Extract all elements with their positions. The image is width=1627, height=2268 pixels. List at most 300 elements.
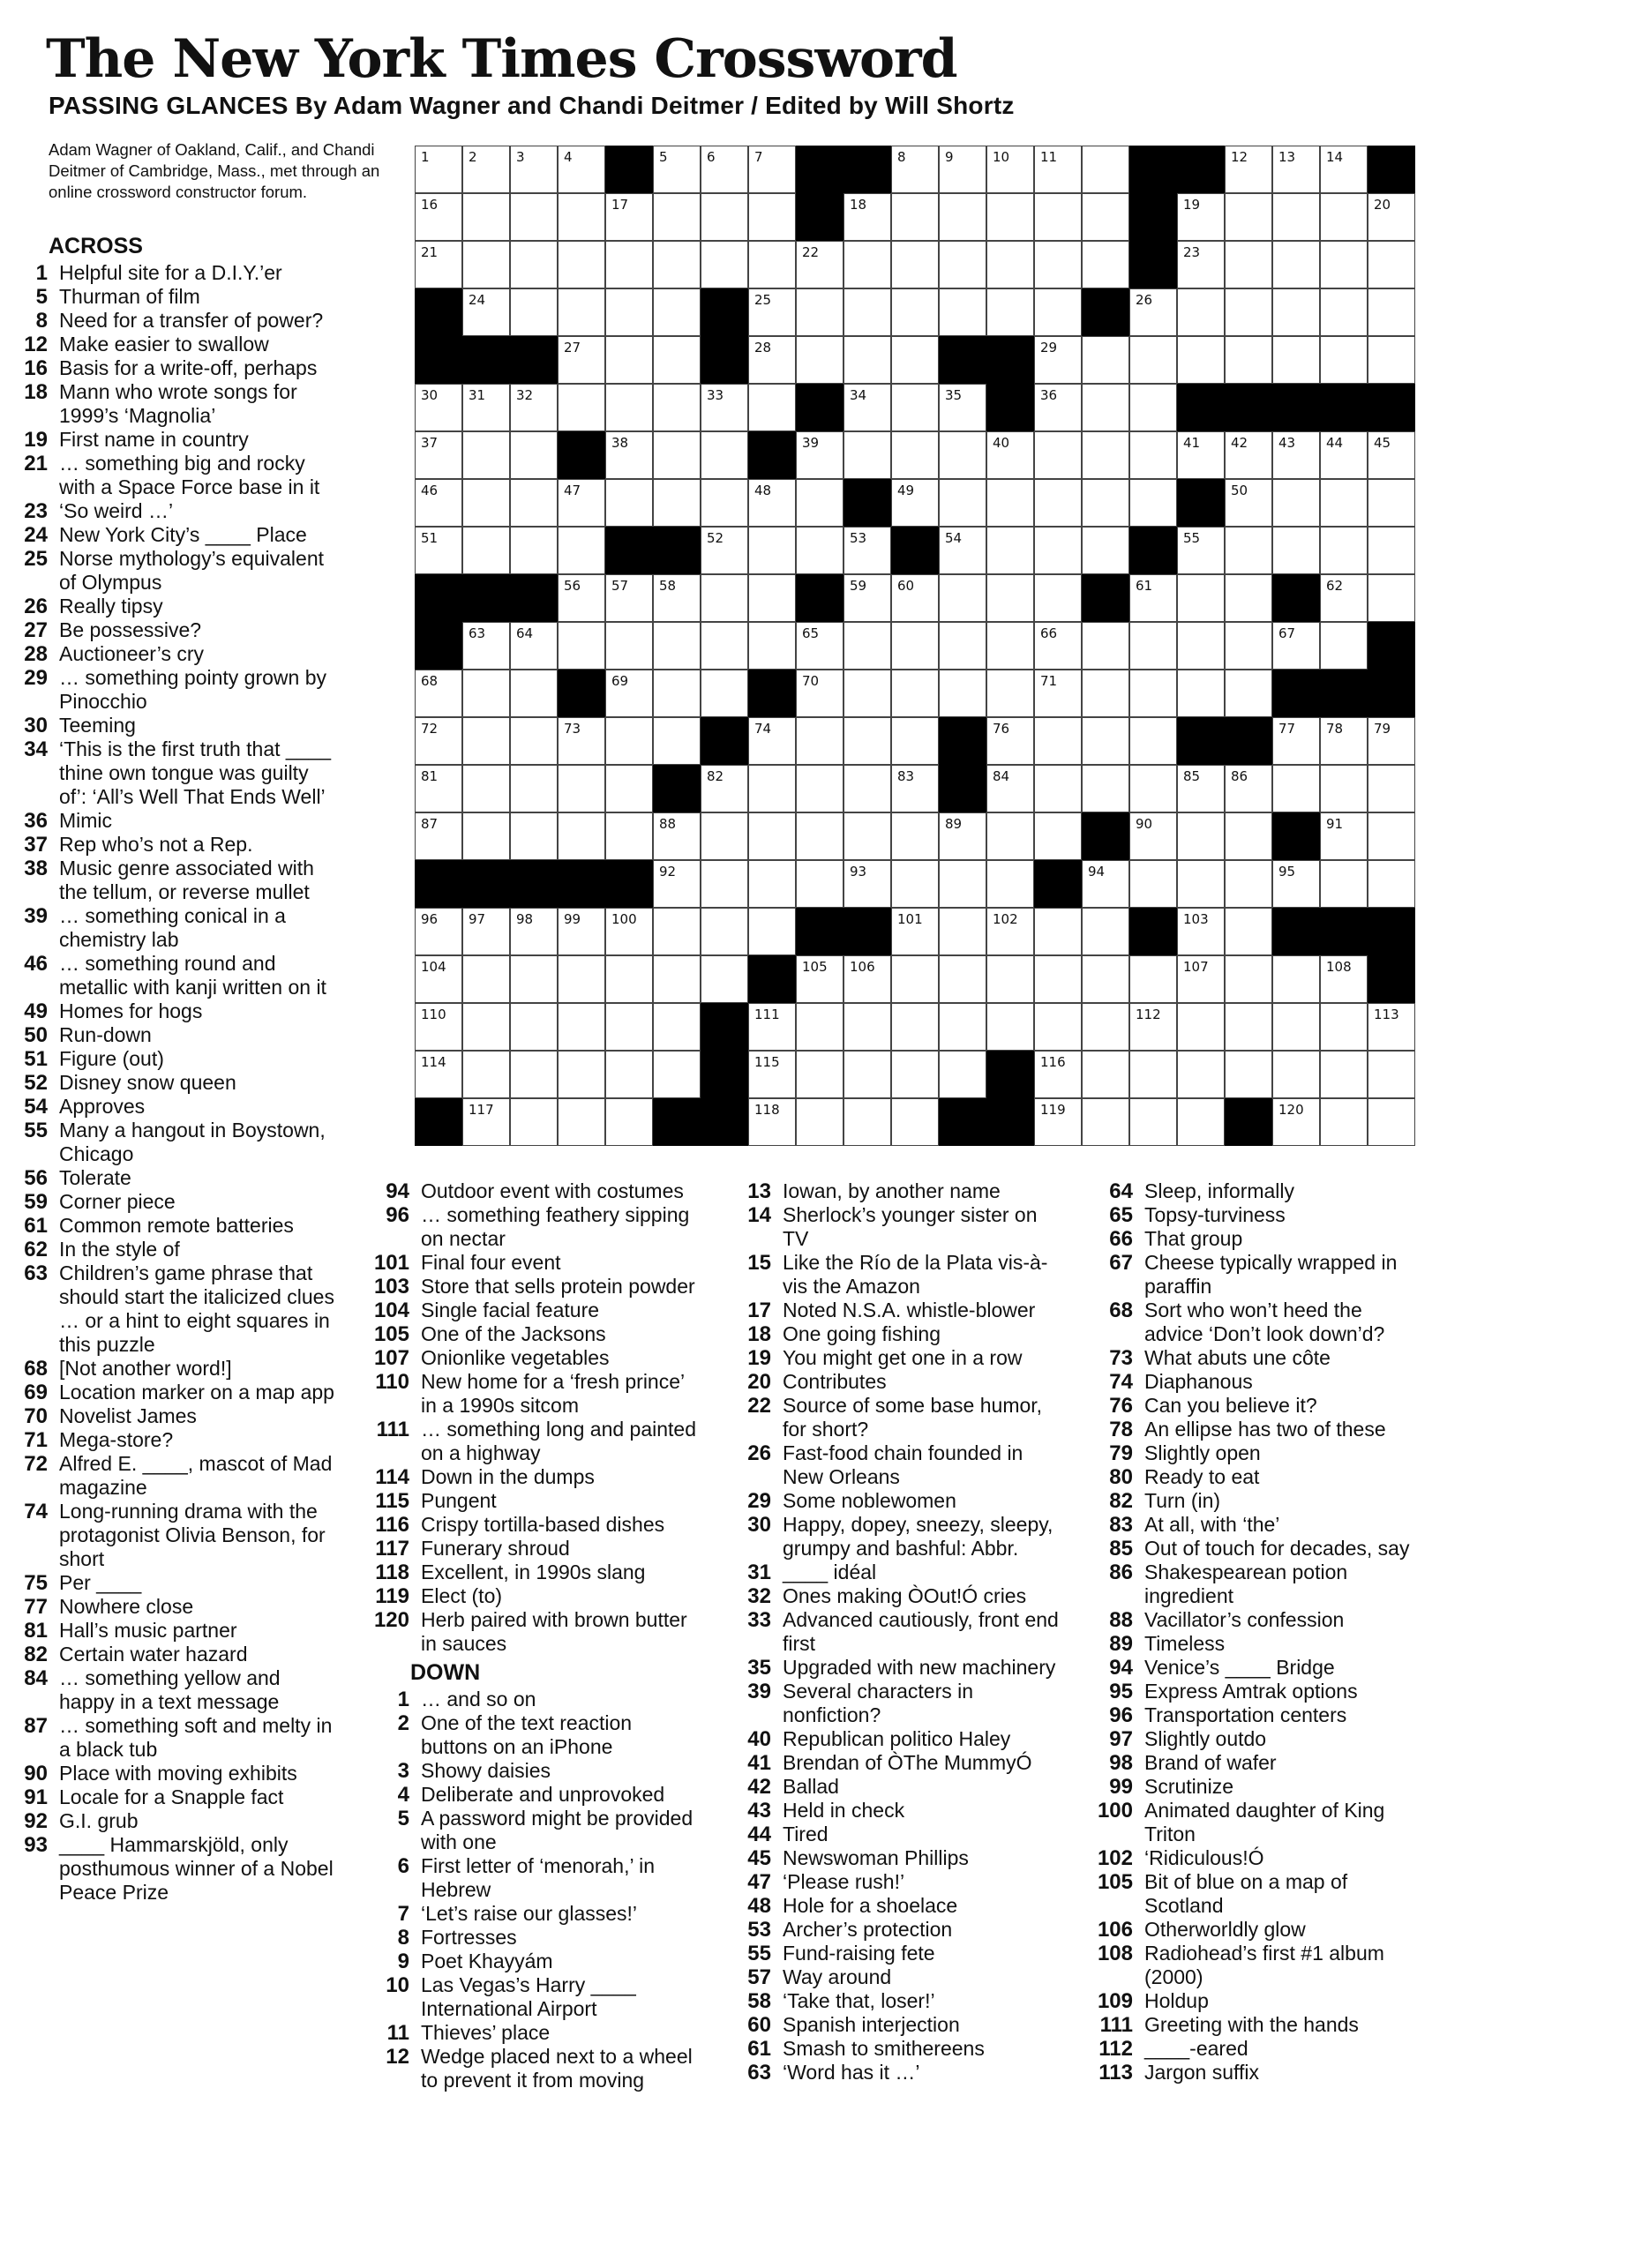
grid-cell[interactable]: [748, 288, 796, 336]
grid-cell[interactable]: [1272, 336, 1320, 384]
grid-cell[interactable]: [510, 622, 558, 670]
grid-cell[interactable]: [1129, 717, 1177, 765]
down-clue[interactable]: [724, 1942, 1059, 1965]
grid-cell[interactable]: [1320, 1051, 1368, 1098]
grid-cell[interactable]: [891, 479, 939, 527]
across-clue[interactable]: [0, 309, 335, 333]
grid-cell[interactable]: [1225, 527, 1272, 574]
across-clue[interactable]: [0, 833, 335, 857]
grid-cell[interactable]: [415, 1051, 462, 1098]
grid-cell[interactable]: [1225, 1051, 1272, 1098]
grid-cell[interactable]: [653, 1003, 701, 1051]
grid-cell[interactable]: [462, 384, 510, 431]
grid-cell[interactable]: [415, 717, 462, 765]
down-clue[interactable]: [1085, 1751, 1421, 1775]
grid-cell[interactable]: [605, 955, 653, 1003]
grid-cell[interactable]: [510, 527, 558, 574]
grid-cell[interactable]: [1034, 193, 1082, 241]
grid-cell[interactable]: [748, 574, 796, 622]
grid-cell[interactable]: [986, 479, 1034, 527]
grid-cell[interactable]: [558, 288, 605, 336]
grid-cell[interactable]: [748, 336, 796, 384]
grid-cell[interactable]: [843, 288, 891, 336]
grid-cell[interactable]: [748, 193, 796, 241]
across-clue[interactable]: [0, 1214, 335, 1238]
down-clue[interactable]: [724, 1727, 1059, 1751]
across-clue[interactable]: [362, 1299, 697, 1322]
grid-cell[interactable]: [510, 384, 558, 431]
down-clue[interactable]: [724, 1989, 1059, 2013]
grid-cell[interactable]: [558, 908, 605, 955]
grid-cell[interactable]: [1225, 241, 1272, 288]
grid-cell[interactable]: [986, 1003, 1034, 1051]
grid-cell[interactable]: [1177, 288, 1225, 336]
grid-cell[interactable]: [891, 670, 939, 717]
down-clue[interactable]: [724, 1513, 1059, 1561]
grid-cell[interactable]: [510, 1098, 558, 1146]
grid-cell[interactable]: [796, 1098, 843, 1146]
grid-cell[interactable]: [510, 193, 558, 241]
grid-cell[interactable]: [843, 1051, 891, 1098]
down-clue[interactable]: [724, 2013, 1059, 2037]
grid-cell[interactable]: [1225, 193, 1272, 241]
grid-cell[interactable]: [1368, 288, 1415, 336]
grid-cell[interactable]: [891, 955, 939, 1003]
grid-cell[interactable]: [1225, 860, 1272, 908]
grid-cell[interactable]: [1272, 1003, 1320, 1051]
grid-cell[interactable]: [1320, 955, 1368, 1003]
grid-cell[interactable]: [462, 812, 510, 860]
down-clue[interactable]: [362, 1807, 697, 1854]
grid-cell[interactable]: [1225, 288, 1272, 336]
grid-cell[interactable]: [1272, 288, 1320, 336]
down-clue[interactable]: [362, 1926, 697, 1950]
grid-cell[interactable]: [1225, 670, 1272, 717]
grid-cell[interactable]: [986, 908, 1034, 955]
grid-cell[interactable]: [1320, 193, 1368, 241]
grid-cell[interactable]: [1320, 1098, 1368, 1146]
grid-cell[interactable]: [462, 622, 510, 670]
across-clue[interactable]: [0, 666, 335, 714]
grid-cell[interactable]: [510, 908, 558, 955]
grid-cell[interactable]: [701, 574, 748, 622]
down-clue[interactable]: [724, 1394, 1059, 1441]
grid-cell[interactable]: [510, 146, 558, 193]
grid-cell[interactable]: [701, 146, 748, 193]
grid-cell[interactable]: [748, 908, 796, 955]
grid-cell[interactable]: [891, 860, 939, 908]
grid-cell[interactable]: [415, 241, 462, 288]
grid-cell[interactable]: [415, 812, 462, 860]
grid-cell[interactable]: [891, 812, 939, 860]
across-clue[interactable]: [0, 452, 335, 499]
grid-cell[interactable]: [891, 431, 939, 479]
grid-cell[interactable]: [843, 336, 891, 384]
across-clue[interactable]: [0, 1714, 335, 1762]
grid-cell[interactable]: [462, 1098, 510, 1146]
down-clue[interactable]: [724, 1846, 1059, 1870]
grid-cell[interactable]: [1320, 146, 1368, 193]
grid-cell[interactable]: [1034, 527, 1082, 574]
down-clue[interactable]: [724, 2061, 1059, 2085]
grid-cell[interactable]: [891, 1098, 939, 1146]
grid-cell[interactable]: [748, 146, 796, 193]
grid-cell[interactable]: [1368, 193, 1415, 241]
down-clue[interactable]: [1085, 1870, 1421, 1918]
across-clue[interactable]: [362, 1322, 697, 1346]
grid-cell[interactable]: [1129, 860, 1177, 908]
across-clue[interactable]: [0, 1357, 335, 1381]
across-clue[interactable]: [0, 999, 335, 1023]
across-clue[interactable]: [362, 1513, 697, 1537]
grid-cell[interactable]: [1129, 1003, 1177, 1051]
grid-cell[interactable]: [891, 1051, 939, 1098]
grid-cell[interactable]: [1320, 527, 1368, 574]
grid-cell[interactable]: [1177, 860, 1225, 908]
grid-cell[interactable]: [986, 193, 1034, 241]
down-clue[interactable]: [1085, 1299, 1421, 1346]
grid-cell[interactable]: [415, 955, 462, 1003]
grid-cell[interactable]: [986, 765, 1034, 812]
grid-cell[interactable]: [462, 1003, 510, 1051]
grid-cell[interactable]: [1320, 1003, 1368, 1051]
grid-cell[interactable]: [415, 384, 462, 431]
grid-cell[interactable]: [891, 622, 939, 670]
grid-cell[interactable]: [1082, 193, 1129, 241]
grid-cell[interactable]: [843, 431, 891, 479]
grid-cell[interactable]: [1320, 241, 1368, 288]
down-clue[interactable]: [1085, 1537, 1421, 1561]
grid-cell[interactable]: [1034, 574, 1082, 622]
grid-cell[interactable]: [1082, 717, 1129, 765]
grid-cell[interactable]: [1225, 955, 1272, 1003]
grid-cell[interactable]: [1272, 955, 1320, 1003]
grid-cell[interactable]: [1129, 384, 1177, 431]
grid-cell[interactable]: [796, 479, 843, 527]
grid-cell[interactable]: [939, 288, 986, 336]
grid-cell[interactable]: [1272, 860, 1320, 908]
down-clue[interactable]: [724, 1918, 1059, 1942]
grid-cell[interactable]: [1034, 955, 1082, 1003]
down-clue[interactable]: [724, 1346, 1059, 1370]
grid-cell[interactable]: [939, 431, 986, 479]
grid-cell[interactable]: [558, 384, 605, 431]
grid-cell[interactable]: [796, 955, 843, 1003]
across-clue[interactable]: [0, 1190, 335, 1214]
grid-cell[interactable]: [843, 812, 891, 860]
down-clue[interactable]: [1085, 1775, 1421, 1799]
grid-cell[interactable]: [891, 146, 939, 193]
grid-cell[interactable]: [796, 717, 843, 765]
grid-cell[interactable]: [1225, 622, 1272, 670]
grid-cell[interactable]: [653, 288, 701, 336]
grid-cell[interactable]: [796, 527, 843, 574]
grid-cell[interactable]: [1129, 336, 1177, 384]
grid-cell[interactable]: [1177, 1051, 1225, 1098]
grid-cell[interactable]: [558, 336, 605, 384]
grid-cell[interactable]: [1082, 1051, 1129, 1098]
grid-cell[interactable]: [796, 241, 843, 288]
down-clue[interactable]: [724, 1894, 1059, 1918]
grid-cell[interactable]: [653, 146, 701, 193]
grid-cell[interactable]: [939, 812, 986, 860]
across-clue[interactable]: [362, 1465, 697, 1489]
grid-cell[interactable]: [510, 479, 558, 527]
grid-cell[interactable]: [843, 384, 891, 431]
grid-cell[interactable]: [1368, 717, 1415, 765]
grid-cell[interactable]: [653, 384, 701, 431]
grid-cell[interactable]: [986, 431, 1034, 479]
grid-cell[interactable]: [1034, 1098, 1082, 1146]
grid-cell[interactable]: [1368, 479, 1415, 527]
grid-cell[interactable]: [796, 431, 843, 479]
grid-cell[interactable]: [1320, 717, 1368, 765]
grid-cell[interactable]: [1368, 241, 1415, 288]
grid-cell[interactable]: [1272, 527, 1320, 574]
grid-cell[interactable]: [1272, 765, 1320, 812]
grid-cell[interactable]: [986, 955, 1034, 1003]
across-clue[interactable]: [0, 1261, 335, 1357]
down-clue[interactable]: [724, 1608, 1059, 1656]
grid-cell[interactable]: [796, 860, 843, 908]
down-clue[interactable]: [724, 1823, 1059, 1846]
grid-cell[interactable]: [462, 193, 510, 241]
grid-cell[interactable]: [1034, 1003, 1082, 1051]
grid-cell[interactable]: [1129, 1098, 1177, 1146]
grid-cell[interactable]: [748, 241, 796, 288]
down-clue[interactable]: [724, 1799, 1059, 1823]
down-clue[interactable]: [724, 1322, 1059, 1346]
grid-cell[interactable]: [1177, 527, 1225, 574]
grid-cell[interactable]: [1320, 574, 1368, 622]
grid-cell[interactable]: [1320, 479, 1368, 527]
down-clue[interactable]: [1085, 1179, 1421, 1203]
grid-cell[interactable]: [653, 812, 701, 860]
grid-cell[interactable]: [748, 1003, 796, 1051]
grid-cell[interactable]: [701, 193, 748, 241]
across-clue[interactable]: [0, 1666, 335, 1714]
grid-cell[interactable]: [558, 955, 605, 1003]
grid-cell[interactable]: [748, 622, 796, 670]
grid-cell[interactable]: [1225, 574, 1272, 622]
grid-cell[interactable]: [701, 908, 748, 955]
across-clue[interactable]: [362, 1537, 697, 1561]
grid-cell[interactable]: [558, 1051, 605, 1098]
grid-cell[interactable]: [1320, 336, 1368, 384]
grid-cell[interactable]: [558, 146, 605, 193]
grid-cell[interactable]: [605, 765, 653, 812]
grid-cell[interactable]: [1320, 288, 1368, 336]
grid-cell[interactable]: [462, 431, 510, 479]
grid-cell[interactable]: [462, 527, 510, 574]
grid-cell[interactable]: [1225, 1003, 1272, 1051]
grid-cell[interactable]: [1034, 765, 1082, 812]
grid-cell[interactable]: [605, 384, 653, 431]
grid-cell[interactable]: [605, 1003, 653, 1051]
grid-cell[interactable]: [1129, 955, 1177, 1003]
across-clue[interactable]: [0, 333, 335, 356]
grid-cell[interactable]: [986, 860, 1034, 908]
down-clue[interactable]: [1085, 2037, 1421, 2061]
grid-cell[interactable]: [510, 431, 558, 479]
across-clue[interactable]: [0, 1643, 335, 1666]
grid-cell[interactable]: [1177, 241, 1225, 288]
down-clue[interactable]: [724, 1299, 1059, 1322]
grid-cell[interactable]: [1225, 765, 1272, 812]
grid-cell[interactable]: [796, 288, 843, 336]
grid-cell[interactable]: [939, 860, 986, 908]
grid-cell[interactable]: [1082, 384, 1129, 431]
grid-cell[interactable]: [1177, 908, 1225, 955]
grid-cell[interactable]: [843, 670, 891, 717]
grid-cell[interactable]: [891, 717, 939, 765]
grid-cell[interactable]: [605, 908, 653, 955]
grid-cell[interactable]: [748, 812, 796, 860]
grid-cell[interactable]: [558, 193, 605, 241]
grid-cell[interactable]: [939, 527, 986, 574]
grid-cell[interactable]: [1082, 908, 1129, 955]
grid-cell[interactable]: [462, 241, 510, 288]
across-clue[interactable]: [0, 1404, 335, 1428]
grid-cell[interactable]: [605, 717, 653, 765]
grid-cell[interactable]: [1320, 431, 1368, 479]
grid-cell[interactable]: [1368, 431, 1415, 479]
down-clue[interactable]: [724, 1656, 1059, 1680]
grid-cell[interactable]: [1177, 955, 1225, 1003]
across-clue[interactable]: [0, 714, 335, 737]
grid-cell[interactable]: [1034, 812, 1082, 860]
across-clue[interactable]: [0, 1166, 335, 1190]
grid-cell[interactable]: [701, 860, 748, 908]
grid-cell[interactable]: [986, 717, 1034, 765]
across-clue[interactable]: [0, 809, 335, 833]
grid-cell[interactable]: [1272, 479, 1320, 527]
across-clue[interactable]: [0, 428, 335, 452]
across-clue[interactable]: [0, 1452, 335, 1500]
grid-cell[interactable]: [1129, 670, 1177, 717]
grid-cell[interactable]: [1082, 622, 1129, 670]
grid-cell[interactable]: [1177, 622, 1225, 670]
down-clue[interactable]: [1085, 1513, 1421, 1537]
grid-cell[interactable]: [939, 479, 986, 527]
down-clue[interactable]: [1085, 1799, 1421, 1846]
grid-cell[interactable]: [843, 622, 891, 670]
grid-cell[interactable]: [462, 1051, 510, 1098]
grid-cell[interactable]: [891, 1003, 939, 1051]
grid-cell[interactable]: [939, 146, 986, 193]
grid-cell[interactable]: [1034, 336, 1082, 384]
across-clue[interactable]: [0, 1833, 335, 1905]
grid-cell[interactable]: [462, 717, 510, 765]
across-clue[interactable]: [362, 1608, 697, 1656]
grid-cell[interactable]: [939, 193, 986, 241]
across-clue[interactable]: [362, 1418, 697, 1465]
grid-cell[interactable]: [939, 241, 986, 288]
across-clue[interactable]: [0, 857, 335, 904]
grid-cell[interactable]: [1225, 908, 1272, 955]
grid-cell[interactable]: [939, 622, 986, 670]
grid-cell[interactable]: [843, 955, 891, 1003]
grid-cell[interactable]: [701, 479, 748, 527]
grid-cell[interactable]: [1129, 622, 1177, 670]
grid-cell[interactable]: [510, 1051, 558, 1098]
grid-cell[interactable]: [1368, 574, 1415, 622]
grid-cell[interactable]: [558, 622, 605, 670]
grid-cell[interactable]: [1368, 1003, 1415, 1051]
down-clue[interactable]: [362, 1759, 697, 1783]
grid-cell[interactable]: [1272, 1051, 1320, 1098]
down-clue[interactable]: [362, 1783, 697, 1807]
grid-cell[interactable]: [701, 670, 748, 717]
down-clue[interactable]: [724, 1561, 1059, 1584]
down-clue[interactable]: [1085, 1346, 1421, 1370]
across-clue[interactable]: [362, 1584, 697, 1608]
across-clue[interactable]: [0, 523, 335, 547]
grid-cell[interactable]: [1177, 670, 1225, 717]
grid-cell[interactable]: [1082, 955, 1129, 1003]
grid-cell[interactable]: [462, 955, 510, 1003]
down-clue[interactable]: [362, 1688, 697, 1711]
grid-cell[interactable]: [1034, 622, 1082, 670]
down-clue[interactable]: [1085, 1632, 1421, 1656]
grid-cell[interactable]: [843, 717, 891, 765]
grid-cell[interactable]: [605, 336, 653, 384]
grid-cell[interactable]: [1177, 193, 1225, 241]
down-clue[interactable]: [1085, 1680, 1421, 1703]
grid-cell[interactable]: [843, 241, 891, 288]
grid-cell[interactable]: [939, 1003, 986, 1051]
grid-cell[interactable]: [1082, 527, 1129, 574]
down-clue[interactable]: [1085, 1394, 1421, 1418]
down-clue[interactable]: [362, 2045, 697, 2092]
across-clue[interactable]: [0, 618, 335, 642]
grid-cell[interactable]: [1082, 431, 1129, 479]
across-clue[interactable]: [0, 1762, 335, 1785]
grid-cell[interactable]: [510, 241, 558, 288]
down-clue[interactable]: [1085, 1942, 1421, 1989]
grid-cell[interactable]: [748, 765, 796, 812]
grid-cell[interactable]: [748, 1098, 796, 1146]
down-clue[interactable]: [1085, 1918, 1421, 1942]
grid-cell[interactable]: [605, 574, 653, 622]
grid-cell[interactable]: [605, 670, 653, 717]
grid-cell[interactable]: [1034, 479, 1082, 527]
grid-cell[interactable]: [1177, 1098, 1225, 1146]
grid-cell[interactable]: [939, 955, 986, 1003]
grid-cell[interactable]: [605, 812, 653, 860]
grid-cell[interactable]: [653, 955, 701, 1003]
grid-cell[interactable]: [653, 908, 701, 955]
across-clue[interactable]: [0, 1095, 335, 1119]
grid-cell[interactable]: [1177, 765, 1225, 812]
across-clue[interactable]: [0, 595, 335, 618]
down-clue[interactable]: [1085, 1441, 1421, 1465]
grid-cell[interactable]: [1129, 288, 1177, 336]
across-clue[interactable]: [362, 1346, 697, 1370]
grid-cell[interactable]: [653, 1051, 701, 1098]
grid-cell[interactable]: [1320, 860, 1368, 908]
down-clue[interactable]: [724, 1584, 1059, 1608]
grid-cell[interactable]: [653, 717, 701, 765]
grid-cell[interactable]: [1272, 431, 1320, 479]
across-clue[interactable]: [362, 1370, 697, 1418]
down-clue[interactable]: [1085, 1251, 1421, 1299]
grid-cell[interactable]: [415, 1003, 462, 1051]
grid-cell[interactable]: [1082, 146, 1129, 193]
across-clue[interactable]: [0, 1500, 335, 1571]
down-clue[interactable]: [1085, 1846, 1421, 1870]
grid-cell[interactable]: [558, 812, 605, 860]
